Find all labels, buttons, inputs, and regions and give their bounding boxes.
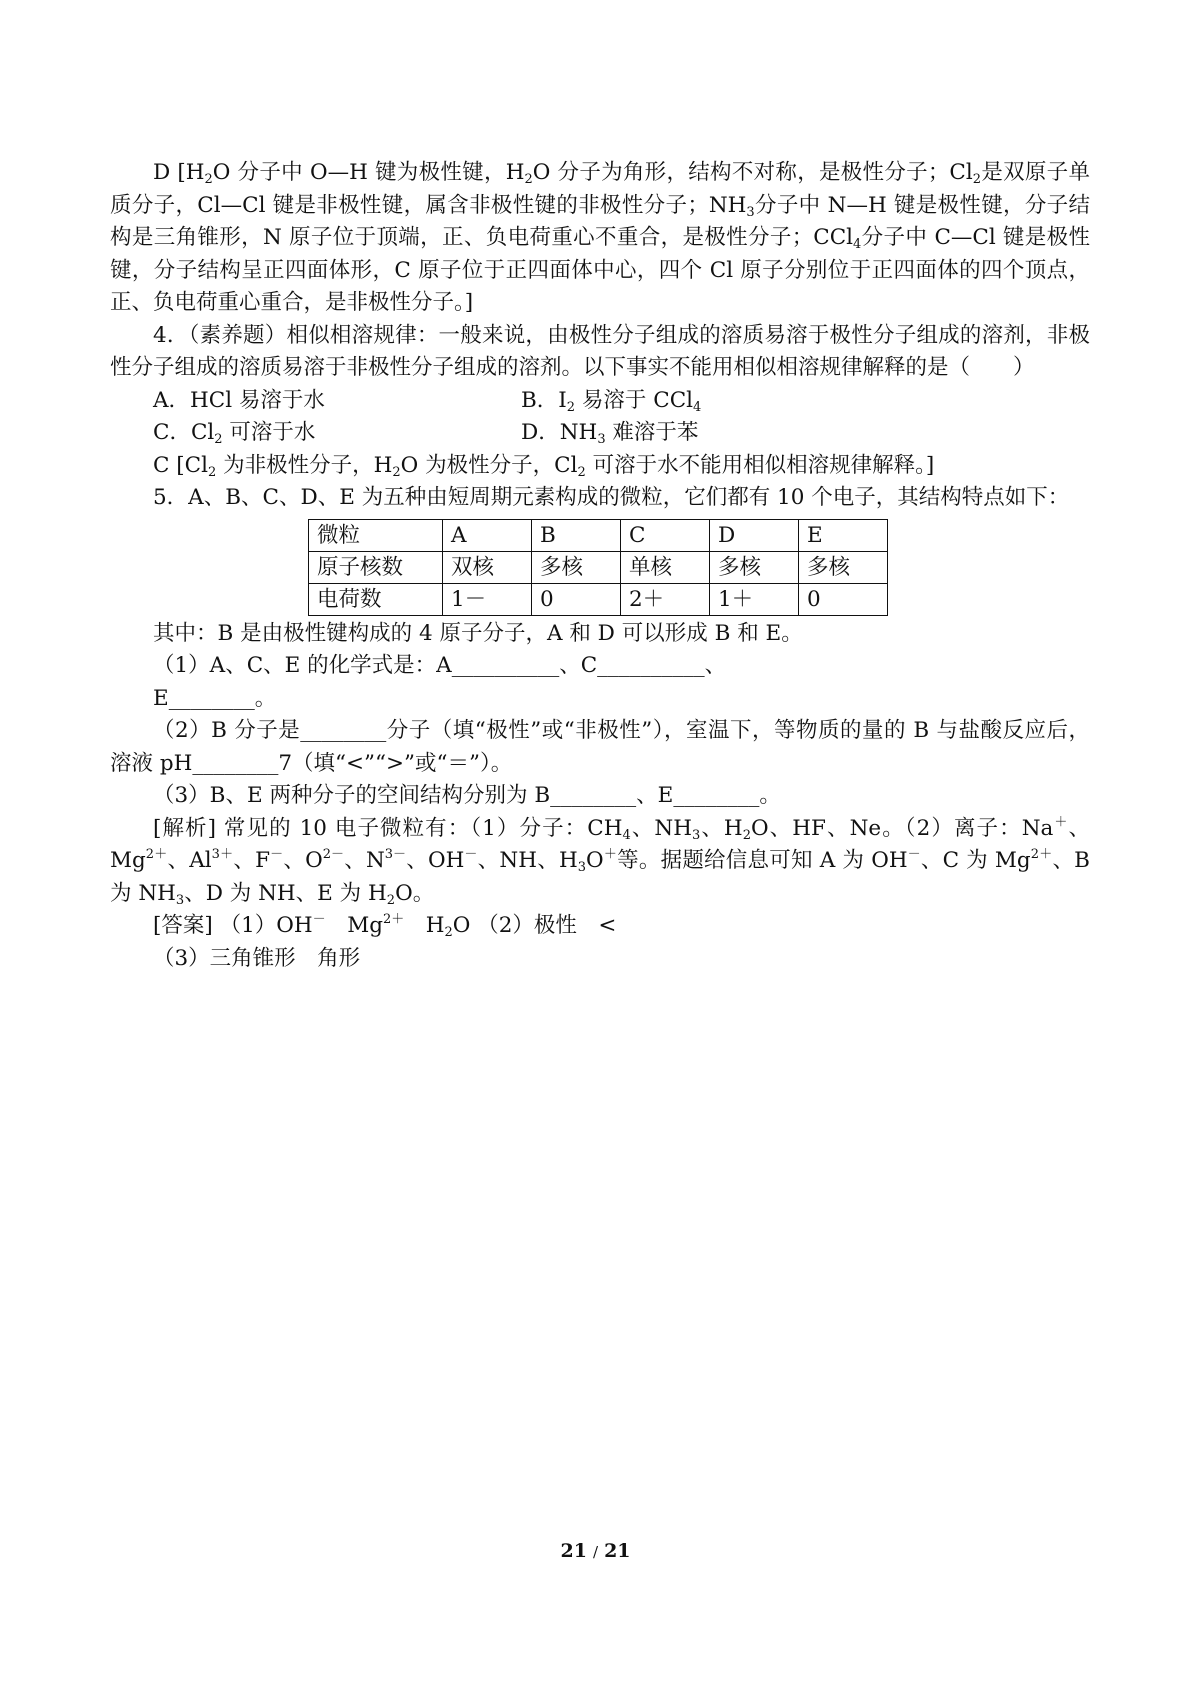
table-row bbox=[309, 551, 888, 583]
table-cell: 多核 bbox=[710, 551, 799, 583]
table-cell: C bbox=[621, 519, 710, 551]
question-5-part-1-cont: E________。 bbox=[153, 685, 277, 711]
question-5-stem: 5．A、B、C、D、E 为五种由短周期元素构成的微粒，它们都有 10 个电子，其结构特点如下： bbox=[153, 485, 1070, 510]
table-cell: 1－ bbox=[443, 583, 532, 615]
question-5-note: 其中：B 是由极性键构成的 4 原子分子，A 和 D 可以形成 B 和 E。 bbox=[153, 620, 803, 646]
question-5-answer-cont: （3）三角锥形 角形 bbox=[153, 945, 361, 971]
question-4-options-row-1 bbox=[110, 385, 1090, 418]
question-4-answer: C [$Cl_2$ 为非极性分子，$H_2O$ 为极性分子，$Cl_2$ 可溶于水不能用相似相溶规律解释。] bbox=[153, 452, 935, 480]
page-number: 21 / 21 bbox=[560, 1540, 631, 1562]
question-5-answer: [答案] （1）OH－ $Mg^{2+}$ $H_2O$ （2）极性 < bbox=[153, 912, 617, 940]
table-cell: D bbox=[710, 519, 799, 551]
table-cell: 0 bbox=[532, 583, 621, 615]
table-cell: 微粒 bbox=[309, 519, 443, 551]
table-row bbox=[309, 519, 888, 551]
table-cell: E bbox=[799, 519, 888, 551]
table-cell: 1＋ bbox=[710, 583, 799, 615]
question-4-stem: 4．（素养题）相似相溶规律：一般来说，由极性分子组成的溶质易溶于极性分子组成的溶剂，非极性分子组成的溶质易溶于非极性分子组成的溶剂。以下事实不能用相似相溶规律解释的是（ ） bbox=[110, 322, 1090, 380]
table-cell: 多核 bbox=[799, 551, 888, 583]
question-5-part-2: （2）B 分子是________分子（填“极性”或“非极性”），室温下，等物质的量的 B 与盐酸反应后，溶液 pH________7（填“<”“>”或“＝”）。 bbox=[110, 718, 1090, 776]
table-row bbox=[309, 583, 888, 615]
table-cell: B bbox=[532, 519, 621, 551]
table-cell: 0 bbox=[799, 583, 888, 615]
option-d: D．$NH_3$ 难溶于苯 bbox=[521, 420, 699, 447]
table-cell: 电荷数 bbox=[309, 583, 443, 615]
table-cell: 原子核数 bbox=[309, 551, 443, 583]
question-5-part-1: （1）A、C、E 的化学式是：A__________、C__________、 bbox=[153, 653, 727, 678]
option-b: B．$I_2$ 易溶于 CCl$_4$ bbox=[521, 387, 702, 415]
question-5-part-3: （3）B、E 两种分子的空间结构分别为 B________、E________。 bbox=[153, 783, 781, 808]
table-cell: 2＋ bbox=[621, 583, 710, 615]
table-cell: 双核 bbox=[443, 551, 532, 583]
document-body bbox=[110, 157, 1090, 975]
question-5-analysis: [解析] 常见的 10 电子微粒有：（1）分子：$CH_4$、$NH_3$、$H_2O$、HF、Ne。（2）离子：Na＋、$Mg^{2+}$、$Al^{3+}$、F－、$O^{2-}$、$N^{3-}$、OH－、NH、$H_3O^+$等。据题给信息可知 A 为 OH－、C 为 $Mg^{2+}$、B 为 $NH_3$、D 为 NH、E 为 $H_2O$。 bbox=[110, 814, 1091, 908]
table-cell: 单核 bbox=[621, 551, 710, 583]
table-cell: A bbox=[443, 519, 532, 551]
particle-table bbox=[308, 519, 888, 616]
table-cell: 多核 bbox=[532, 551, 621, 583]
question-4-options-row-2 bbox=[110, 417, 1090, 450]
option-c: C．$Cl_2$ 可溶于水 bbox=[153, 420, 316, 447]
option-a: A．HCl 易溶于水 bbox=[153, 387, 325, 413]
question-3-explanation: D [$H_2O$ 分子中 O—H 键为极性键，$H_2O$ 分子为角形，结构不对称，是极性分子；$Cl_2$是双原子单质分子，Cl—Cl 键是非极性键，属含非极性键的非极性分子；$NH_3$分子中 N—H 键是极性键，分子结构是三角锥形，N 原子位于顶端，正、负电荷重心不重合，是极性分子；CCl$_4$分子中 C—Cl 键是极性键，分子结构呈正四面体形，C 原子位于正四面体中心，四个 Cl 原子分别位于正四面体的四个顶点，正、负电荷重心重合，是非极性分子。] bbox=[110, 160, 1090, 315]
